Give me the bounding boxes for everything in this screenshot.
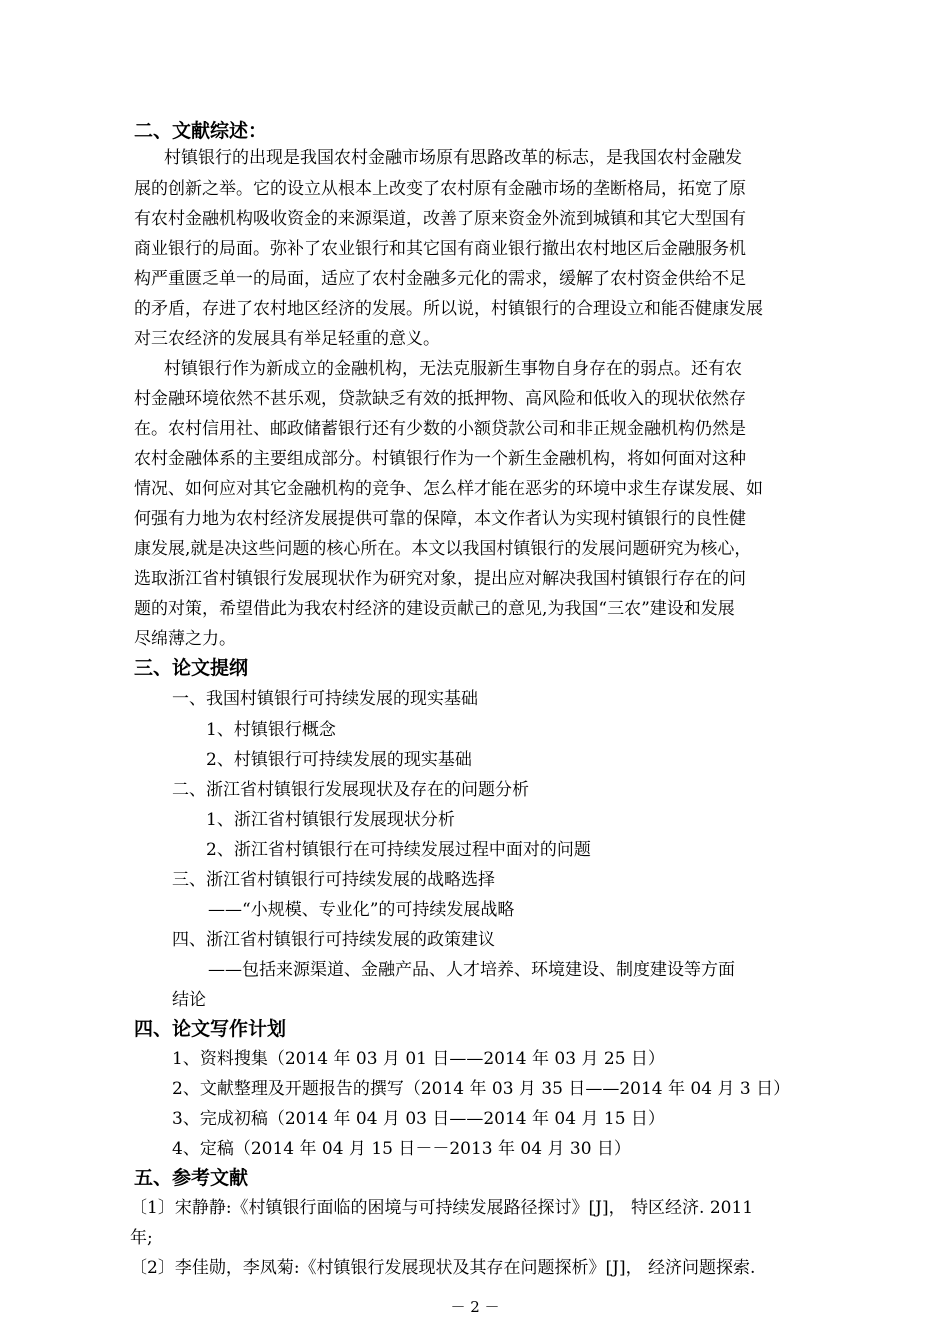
section-heading-literature-review: 二、文献综述： [134,120,268,142]
paragraph-line: 展的创新之举。它的设立从根本上改变了农村原有金融市场的垄断格局，拓宽了原 [134,179,746,199]
page-number: － 2 － [450,1298,500,1316]
paragraph-line: 有农村金融机构吸收资金的来源渠道，改善了原来资金外流到城镇和其它大型国有 [134,209,746,229]
plan-item: 2、文献整理及开题报告的撰写（2014 年 03 月 35 日——2014 年 04 月 3 日） [172,1079,791,1099]
plan-item: 1、资料搜集（2014 年 03 月 01 日——2014 年 03 月 25 日） [172,1049,665,1069]
paragraph-line: 对三农经济的发展具有举足轻重的意义。 [134,329,440,349]
outline-subitem: 2、村镇银行可持续发展的现实基础 [206,750,472,770]
outline-subitem: 1、浙江省村镇银行发展现状分析 [206,810,455,830]
plan-item: 4、定稿（2014 年 04 月 15 日－－2013 年 04 月 30 日） [172,1139,631,1159]
paragraph-line: 题的对策，希望借此为我农村经济的建设贡献己的意见,为我国“三农”建设和发展 [134,599,735,619]
outline-item: 一、我国村镇银行可持续发展的现实基础 [172,689,478,709]
paragraph-line: 商业银行的局面。弥补了农业银行和其它国有商业银行撤出农村地区后金融服务机 [134,239,746,259]
section-heading-outline: 三、论文提纲 [134,657,249,679]
paragraph-line: 尽绵薄之力。 [134,629,236,649]
section-heading-references: 五、参考文献 [134,1167,249,1189]
paragraph-line: 村镇银行的出现是我国农村金融市场原有思路改革的标志，是我国农村金融发 [164,148,742,168]
paragraph-line: 康发展,就是决这些问题的核心所在。本文以我国村镇银行的发展问题研究为核心， [134,539,752,559]
paragraph-line: 情况、如何应对其它金融机构的竞争、怎么样才能在恶劣的环境中求生存谋发展、如 [134,479,763,499]
paragraph-line: 村镇银行作为新成立的金融机构，无法克服新生事物自身存在的弱点。还有农 [164,359,742,379]
paragraph-line: 选取浙江省村镇银行发展现状作为研究对象，提出应对解决我国村镇银行存在的问 [134,569,746,589]
section-heading-writing-plan: 四、论文写作计划 [134,1018,287,1040]
outline-item: 四、浙江省村镇银行可持续发展的政策建议 [172,930,495,950]
reference-item: 〔2〕李佳勋，李凤菊:《村镇银行发展现状及其存在问题探析》[J]， 经济问题探索. [130,1258,756,1278]
outline-subitem: 2、浙江省村镇银行在可持续发展过程中面对的问题 [206,840,591,860]
paragraph-line: 构严重匮乏单一的局面，适应了农村金融多元化的需求，缓解了农村资金供给不足 [134,269,746,289]
paragraph-line: 在。农村信用社、邮政储蓄银行还有少数的小额贷款公司和非正规金融机构仍然是 [134,419,746,439]
reference-item: 年; [130,1228,153,1248]
plan-item: 3、完成初稿（2014 年 04 月 03 日——2014 年 04 月 15 日） [172,1109,665,1129]
outline-subitem: ——“小规模、专业化”的可持续发展战略 [208,900,515,920]
outline-item: 结论 [172,990,206,1010]
paragraph-line: 何强有力地为农村经济发展提供可靠的保障，本文作者认为实现村镇银行的良性健 [134,509,746,529]
paragraph-line: 村金融环境依然不甚乐观，贷款缺乏有效的抵押物、高风险和低收入的现状依然存 [134,389,746,409]
paragraph-line: 的矛盾，存进了农村地区经济的发展。所以说，村镇银行的合理设立和能否健康发展 [134,299,763,319]
paragraph-line: 农村金融体系的主要组成部分。村镇银行作为一个新生金融机构，将如何面对这种 [134,449,746,469]
outline-item: 三、浙江省村镇银行可持续发展的战略选择 [172,870,495,890]
outline-subitem: 1、村镇银行概念 [206,720,336,740]
reference-item: 〔1〕宋静静:《村镇银行面临的困境与可持续发展路径探讨》[J]， 特区经济. 2011 [130,1198,754,1218]
outline-item: 二、浙江省村镇银行发展现状及存在的问题分析 [172,780,529,800]
outline-subitem: ——包括来源渠道、金融产品、人才培养、环境建设、制度建设等方面 [208,960,735,980]
